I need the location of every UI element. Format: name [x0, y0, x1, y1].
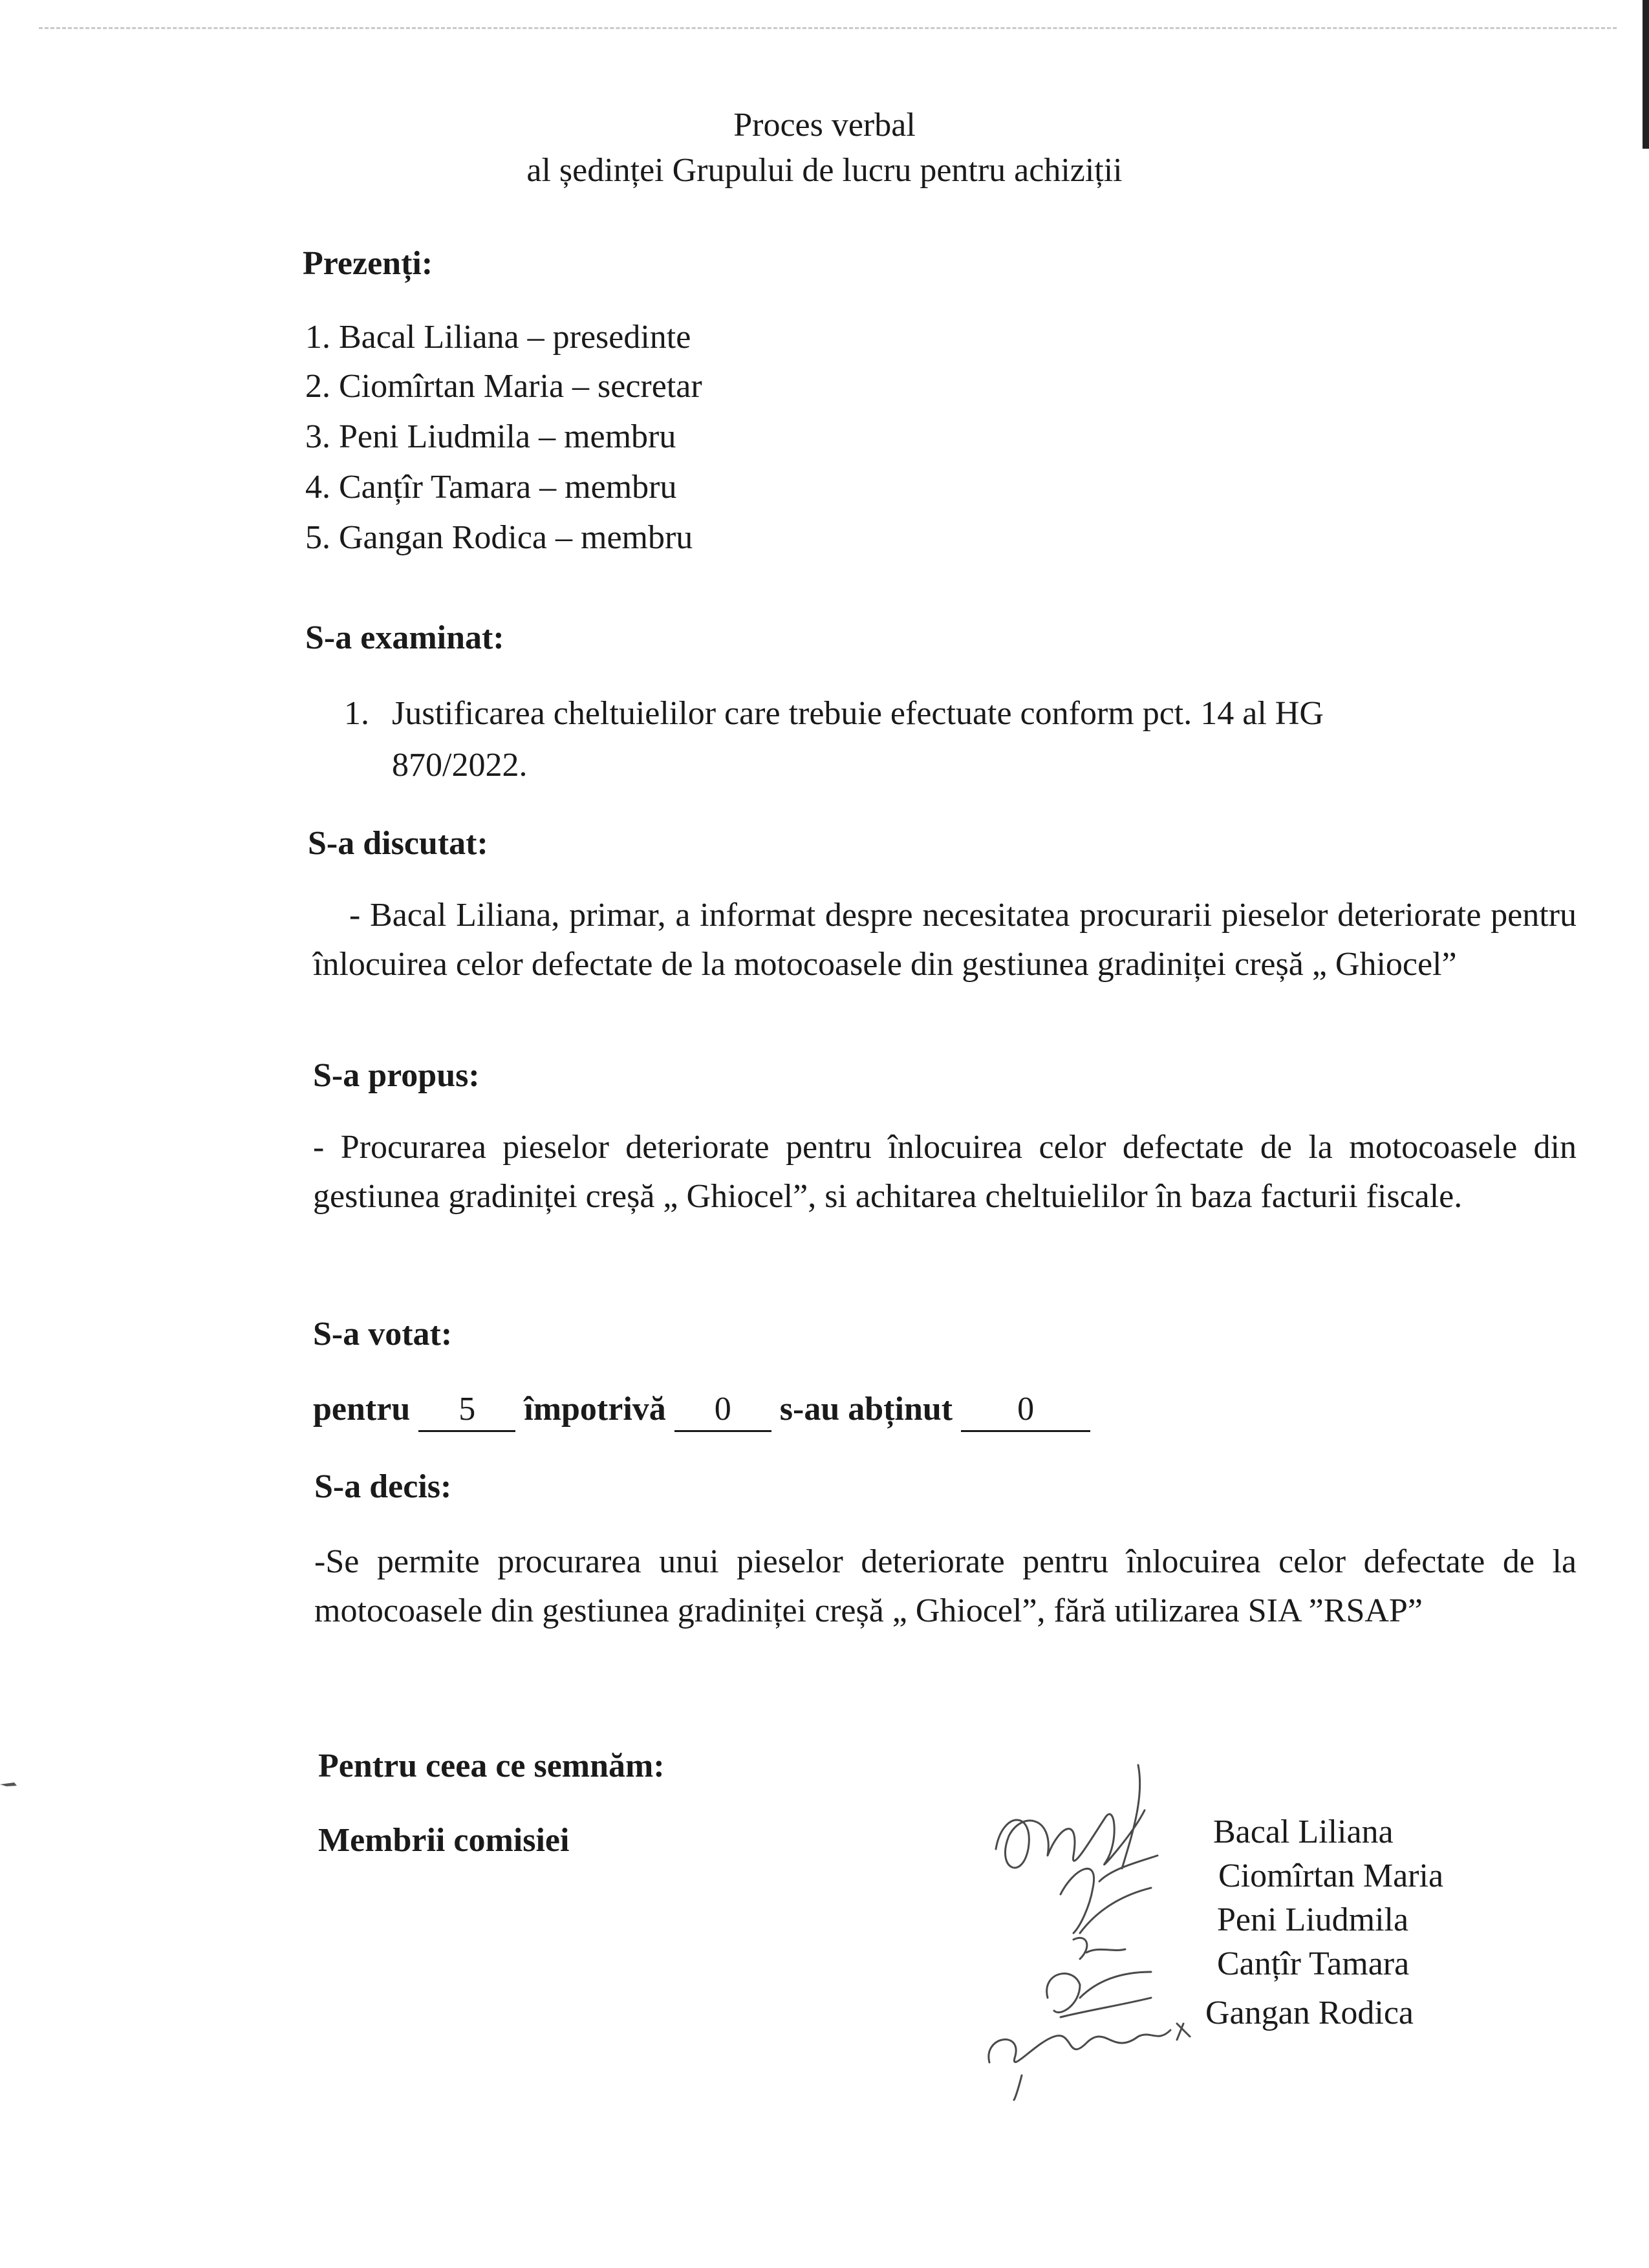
vote-against-value: 0 — [674, 1389, 771, 1432]
present-member: 5. Gangan Rodica – membru — [305, 519, 693, 556]
document-subtitle: al ședinței Grupului de lucru pentru achiziții — [526, 152, 1123, 189]
discussed-text: - Bacal Liliana, primar, a informat despre necesitatea procurarii pieselor deteriorate pentru înlocuirea celor defectate de la motocoasele din gestiunea gradiniței creșă „ Ghiocel” — [313, 897, 1577, 983]
vote-abstain-value: 0 — [961, 1389, 1090, 1432]
decided-text: -Se permite procurarea unui pieselor deteriorate pentru înlocuirea celor defectate de la motocoasele din gestiunea gradiniței creșă „ Ghiocel”, fără utilizarea SIA ”RSAP” — [314, 1543, 1577, 1629]
signature-intro: Pentru ceea ce semnăm: — [318, 1748, 665, 1784]
discussed-heading: S-a discutat: — [308, 825, 488, 862]
handwritten-signatures — [983, 1739, 1216, 2101]
examined-item-text: 870/2022. — [392, 747, 528, 784]
present-member: 4. Canțîr Tamara – membru — [305, 469, 677, 506]
scan-top-line — [39, 27, 1617, 29]
document-title: Proces verbal — [733, 107, 916, 144]
signatory-name: Ciomîrtan Maria — [1218, 1857, 1444, 1894]
present-heading: Prezenți: — [303, 245, 433, 282]
vote-abstain-label: s-au abținut — [779, 1391, 953, 1428]
vote-line — [313, 1389, 1090, 1432]
scan-margin-mark — [0, 1781, 17, 1788]
present-member: 2. Ciomîrtan Maria – secretar — [305, 368, 702, 405]
present-member: 1. Bacal Liliana – presedinte — [305, 319, 691, 356]
decided-heading: S-a decis: — [314, 1468, 452, 1505]
examined-item-text: Justificarea cheltuielilor care trebuie efectuate conform pct. 14 al HG — [392, 695, 1324, 732]
vote-for-value: 5 — [418, 1389, 515, 1432]
committee-label: Membrii comisiei — [318, 1822, 570, 1859]
vote-for-label: pentru — [313, 1391, 411, 1428]
proposed-text: - Procurarea pieselor deteriorate pentru înlocuirea celor defectate de la motocoasele din gestiunea gradiniței creșă „ Ghiocel”, si achitarea cheltuielilor în baza facturii fiscale. — [313, 1129, 1577, 1215]
signatory-name: Canțîr Tamara — [1217, 1945, 1410, 1982]
examined-heading: S-a examinat: — [305, 619, 504, 656]
signatory-name: Bacal Liliana — [1213, 1813, 1394, 1850]
voted-heading: S-a votat: — [313, 1316, 453, 1353]
signatory-name: Peni Liudmila — [1217, 1901, 1409, 1938]
vote-against-label: împotrivă — [524, 1391, 666, 1428]
proposed-heading: S-a propus: — [313, 1057, 480, 1094]
present-member: 3. Peni Liudmila – membru — [305, 418, 676, 455]
signatory-name: Gangan Rodica — [1205, 1995, 1414, 2031]
examined-item-number: 1. — [344, 695, 369, 732]
